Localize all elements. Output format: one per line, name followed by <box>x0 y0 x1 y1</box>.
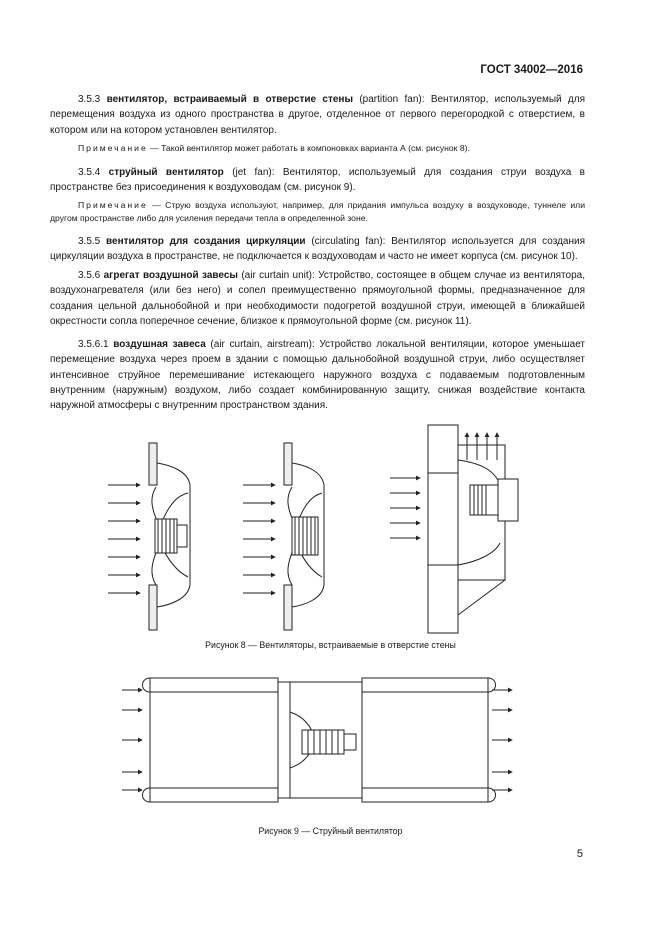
clause-term: воздушная завеса <box>113 339 206 350</box>
clause-term: агрегат воздушной завесы <box>103 270 238 281</box>
clause-3-5-4 <box>50 165 585 196</box>
clause-text: (jet fan): Вентилятор, используемый для создания струи воздуха в пространстве без присоединения к воздуховодам (см. рисунок 9). <box>50 167 585 194</box>
clause-number: 3.5.3 <box>78 94 101 105</box>
clause-term: вентилятор, встраиваемый в отверстие стены <box>106 94 353 105</box>
note-label: Примечание <box>78 143 148 153</box>
clause-text: (partition fan): Вентилятор, используемый для перемещения воздуха из одного пространства в другое, отделенное от первого перегородкой с отверстием, в котором или на котором установлен вентилятор. <box>50 94 586 136</box>
clause-text: (circulating fan): Вентилятор используется для создания циркуляции воздуха в пространстве, не подключается к воздуховодам и часто не имеет корпуса (см. рисунок 10). <box>50 236 586 263</box>
clause-number: 3.5.4 <box>78 167 101 178</box>
clause-number: 3.5.6.1 <box>78 339 109 350</box>
clause-text: (air curtain, airstream): Устройство локальной вентиляции, которое уменьшает перемещение воздуха через проем в здании с помощью дальнобойной воздушной струи, либо осуществляет интенсивное струйное перемешивание истекающего наружного воздуха с подаваемым подготовленным внутренним (наружным) воздухом, либо создает комбинированную защиту, снижая воздействие контакта наружной атмосферы с внутренним пространством здания. <box>50 339 586 412</box>
note-label: Примечание <box>78 200 148 210</box>
figure-9-caption: Рисунок 9 — Струйный вентилятор <box>258 826 403 836</box>
clause-3-5-5 <box>50 234 585 265</box>
partition-fan-2 <box>243 443 324 630</box>
page-number: 5 <box>576 848 583 860</box>
partition-fan-1 <box>108 443 190 630</box>
clause-number: 3.5.6 <box>78 270 101 281</box>
clause-3-5-3 <box>50 92 585 138</box>
clause-term: струйный вентилятор <box>108 167 224 178</box>
clause-number: 3.5.5 <box>78 236 101 247</box>
note-text: — Струю воздуха используют, например, для придания импульса воздуху в воздуховоде, туннеле или другом пространстве либо для усиления передачи тепла в определенной зоне. <box>50 200 586 223</box>
note-1 <box>50 142 585 155</box>
note-2 <box>50 199 585 225</box>
note-text: — Такой вентилятор может работать в компоновках варианта А (см. рисунок 8). <box>150 143 470 153</box>
partition-fan-3 <box>390 425 518 633</box>
clause-text: (air curtain unit): Устройство, состоящее в общем случае из вентилятора, воздухонагревателя (или без него) и сопел преимущественно прямоугольной формы, предназначенное для создания цельной дальнобойной и при необходимости подогретой воздушной струи, имеющей в ближайшей окрестности сопла поперечное сечение, близкое к прямоугольной форме (см. рисунок 11). <box>50 270 585 327</box>
clause-3-5-6-1 <box>50 337 585 413</box>
figure-8-caption: Рисунок 8 — Вентиляторы, встраиваемые в отверстие стены <box>205 640 456 650</box>
clause-term: вентилятор для создания циркуляции <box>106 236 306 247</box>
jet-fan <box>122 678 512 802</box>
document-id: ГОСТ 34002—2016 <box>480 64 583 76</box>
figure-9-drawing <box>0 672 661 812</box>
figure-8-drawing <box>0 415 661 635</box>
clause-3-5-6 <box>50 268 585 329</box>
